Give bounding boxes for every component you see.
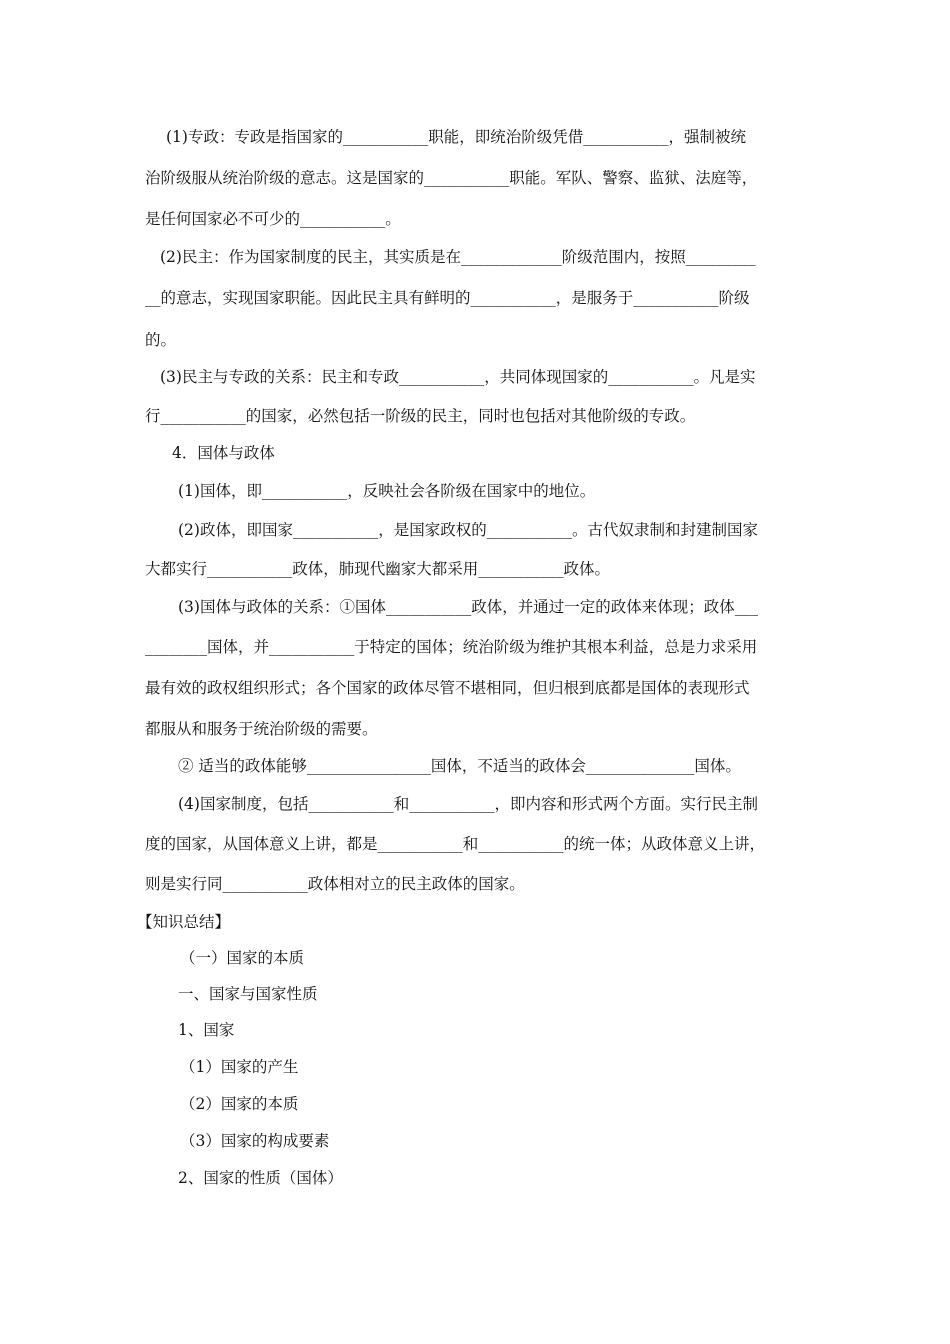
text-line: (2)民主：作为国家制度的民主，其实质是在_____________阶级范围内，按照_________ — [160, 248, 756, 266]
section-heading: 4．国体与政体 — [172, 444, 275, 462]
outline-item: （3）国家的构成要素 — [180, 1132, 330, 1150]
text-line: (3)国体与政体的关系：①国体___________政体，并通过一定的政体来体现；政体___ — [178, 598, 758, 616]
outline-item: 一、国家与国家性质 — [178, 985, 318, 1003]
text-line: 度的国家，从国体意义上讲，都是___________和___________的统一体；从政体意义上讲， — [145, 835, 766, 853]
text-line: 最有效的政权组织形式；各个国家的政体尽管不堪相同，但归根到底都是国体的表现形式 — [145, 679, 750, 697]
outline-item: 1、国家 — [178, 1021, 235, 1039]
outline-item: 2、国家的性质（国体） — [178, 1169, 343, 1187]
text-line: 的。 — [145, 331, 177, 349]
outline-item: （一）国家的本质 — [180, 949, 305, 967]
outline-item: （2）国家的本质 — [180, 1095, 299, 1113]
text-line: ② 适当的政体能够________________国体，不适当的政体会______________国体。 — [178, 757, 741, 775]
text-line: (1)专政：专政是指国家的___________职能，即统治阶级凭借___________，强制被统 — [166, 128, 746, 146]
text-line: 治阶级服从统治阶级的意志。这是国家的___________职能。军队、警察、监狱、法庭等， — [145, 169, 758, 187]
text-line: 行___________的国家，必然包括一阶级的民主，同时也包括对其他阶级的专政。 — [145, 407, 696, 425]
text-line: (3)民主与专政的关系：民主和专政___________，共同体现国家的___________。凡是实 — [160, 368, 756, 386]
text-line: 是任何国家必不可少的___________。 — [145, 210, 401, 228]
outline-item: （1）国家的产生 — [180, 1058, 299, 1076]
text-line: 则是实行同___________政体相对立的民主政体的国家。 — [145, 875, 525, 893]
text-line: (1)国体，即___________，反映社会各阶级在国家中的地位。 — [178, 482, 596, 500]
text-line: ________国体，并___________于特定的国体；统治阶级为维护其根本利益，总是力求采用 — [145, 638, 758, 656]
text-line: (2)政体，即国家___________，是国家政权的___________。古代奴隶制和封建制国家 — [178, 521, 758, 539]
text-line: 都服从和服务于统治阶级的需要。 — [145, 720, 378, 738]
text-line: (4)国家制度，包括___________和___________，即内容和形式两个方面。实行民主制 — [178, 795, 758, 813]
knowledge-summary-heading: 【知识总结】 — [137, 913, 231, 931]
text-line: 大都实行___________政体，肺现代幽家大都采用___________政体。 — [145, 560, 611, 578]
text-line: __的意志，实现国家职能。因此民主具有鲜明的___________，是服务于___________阶级 — [145, 289, 750, 307]
